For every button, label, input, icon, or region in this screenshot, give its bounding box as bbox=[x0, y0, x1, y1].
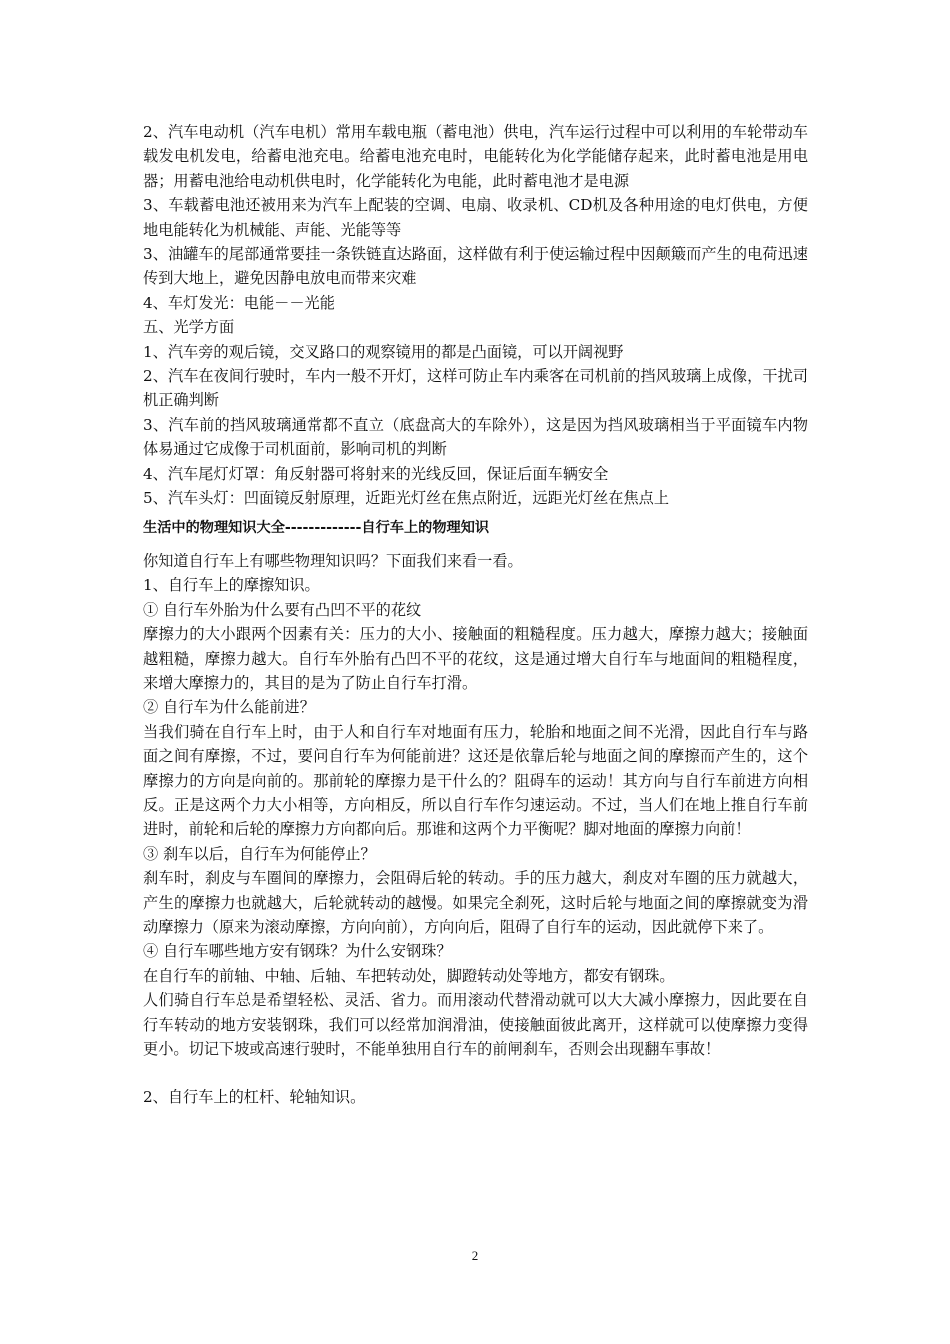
question: ③ 刹车以后，自行车为何能停止？ bbox=[143, 844, 376, 863]
paragraph: 你知道自行车上有哪些物理知识吗？下面我们来看一看。 bbox=[143, 551, 523, 570]
paragraph: 在自行车的前轴、中轴、后轴、车把转动处，脚蹬转动处等地方，都安有钢珠。 bbox=[143, 966, 675, 985]
paragraph: 4、汽车尾灯灯罩：角反射器可将射来的光线反回，保证后面车辆安全 bbox=[143, 464, 609, 483]
paragraph: 人们骑自行车总是希望轻松、灵活、省力。而用滚动代替滑动就可以大大减小摩擦力，因此要在自行车转动的地方安装钢珠，我们可以经常加润滑油，使接触面彼此离开，这样就可以使摩擦力变得更小。切记下坡或高速行驶时，不能单独用自行车的前闸刹车，否则会出现翻车事故！ bbox=[143, 991, 808, 1059]
paragraph: 当我们骑在自行车上时，由于人和自行车对地面有压力，轮胎和地面之间不光滑，因此自行车与路面之间有摩擦，不过，要问自行车为何能前进？这还是依靠后轮与地面之间的摩擦而产生的，这个摩擦力的方向是向前的。那前轮的摩擦力是干什么的？阻碍车的运动！其方向与自行车前进方向相反。正是这两个力大小相等，方向相反，所以自行车作匀速运动。不过，当人们在地上推自行车前进时，前轮和后轮的摩擦力方向都向后。那谁和这两个力平衡呢？脚对地面的摩擦力向前！ bbox=[143, 722, 808, 839]
paragraph: 3、汽车前的挡风玻璃通常都不直立（底盘高大的车除外），这是因为挡风玻璃相当于平面镜车内物体易通过它成像于司机面前，影响司机的判断 bbox=[143, 415, 808, 459]
paragraph: 3、车载蓄电池还被用来为汽车上配装的空调、电扇、收录机、CD机及各种用途的电灯供电，方便地电能转化为机械能、声能、光能等等 bbox=[143, 196, 808, 239]
paragraph: 1、汽车旁的观后镜，交叉路口的观察镜用的都是凸面镜，可以开阔视野 bbox=[143, 342, 624, 361]
paragraph: 5、汽车头灯：凹面镜反射原理，近距光灯丝在焦点附近，远距光灯丝在焦点上 bbox=[143, 489, 670, 508]
paragraph: 摩擦力的大小跟两个因素有关：压力的大小、接触面的粗糙程度。压力越大，摩擦力越大；接触面越粗糙，摩擦力越大。自行车外胎有凸凹不平的花纹，这是通过增大自行车与地面间的粗糙程度，来增大摩擦力的，其目的是为了防止自行车打滑。 bbox=[143, 625, 808, 692]
paragraph: 刹车时，刹皮与车圈间的摩擦力，会阻碍后轮的转动。手的压力越大，刹皮对车圈的压力就越大，产生的摩擦力也就越大，后轮就转动的越慢。如果完全刹死，这时后轮与地面之间的摩擦就变为滑动摩擦力（原来为滚动摩擦，方向向前），方向向后，阻碍了自行车的运动，因此就停下来了。 bbox=[143, 869, 808, 936]
question: ① 自行车外胎为什么要有凸凹不平的花纹 bbox=[143, 600, 422, 619]
question: ④ 自行车哪些地方安有钢珠？为什么安钢珠？ bbox=[143, 942, 452, 961]
article-heading: 生活中的物理知识大全-------------自行车上的物理知识 bbox=[143, 519, 490, 536]
paragraph: 3、油罐车的尾部通常要挂一条铁链直达路面，这样做有利于使运输过程中因颠簸而产生的电荷迅速传到大地上，避免因静电放电而带来灾难 bbox=[143, 245, 808, 288]
paragraph: 1、自行车上的摩擦知识。 bbox=[143, 576, 320, 595]
section-title: 五、光学方面 bbox=[143, 318, 235, 337]
blank-line bbox=[143, 1061, 808, 1085]
paragraph: 2、汽车在夜间行驶时，车内一般不开灯，这样可防止车内乘客在司机前的挡风玻璃上成像，干扰司机正确判断 bbox=[143, 367, 808, 410]
page-number: 2 bbox=[471, 1248, 479, 1263]
paragraph: 2、自行车上的杠杆、轮轴知识。 bbox=[143, 1088, 366, 1107]
paragraph: 2、汽车电动机（汽车电机）常用车载电瓶（蓄电池）供电，汽车运行过程中可以利用的车轮带动车载发电机发电，给蓄电池充电。给蓄电池充电时，电能转化为化学能储存起来，此时蓄电池是用电器；用蓄电池给电动机供电时，化学能转化为电能，此时蓄电池才是电源 bbox=[143, 123, 808, 190]
question: ② 自行车为什么能前进？ bbox=[143, 698, 315, 717]
paragraph: 4、车灯发光：电能－－光能 bbox=[143, 293, 335, 312]
document-body bbox=[143, 120, 808, 1110]
